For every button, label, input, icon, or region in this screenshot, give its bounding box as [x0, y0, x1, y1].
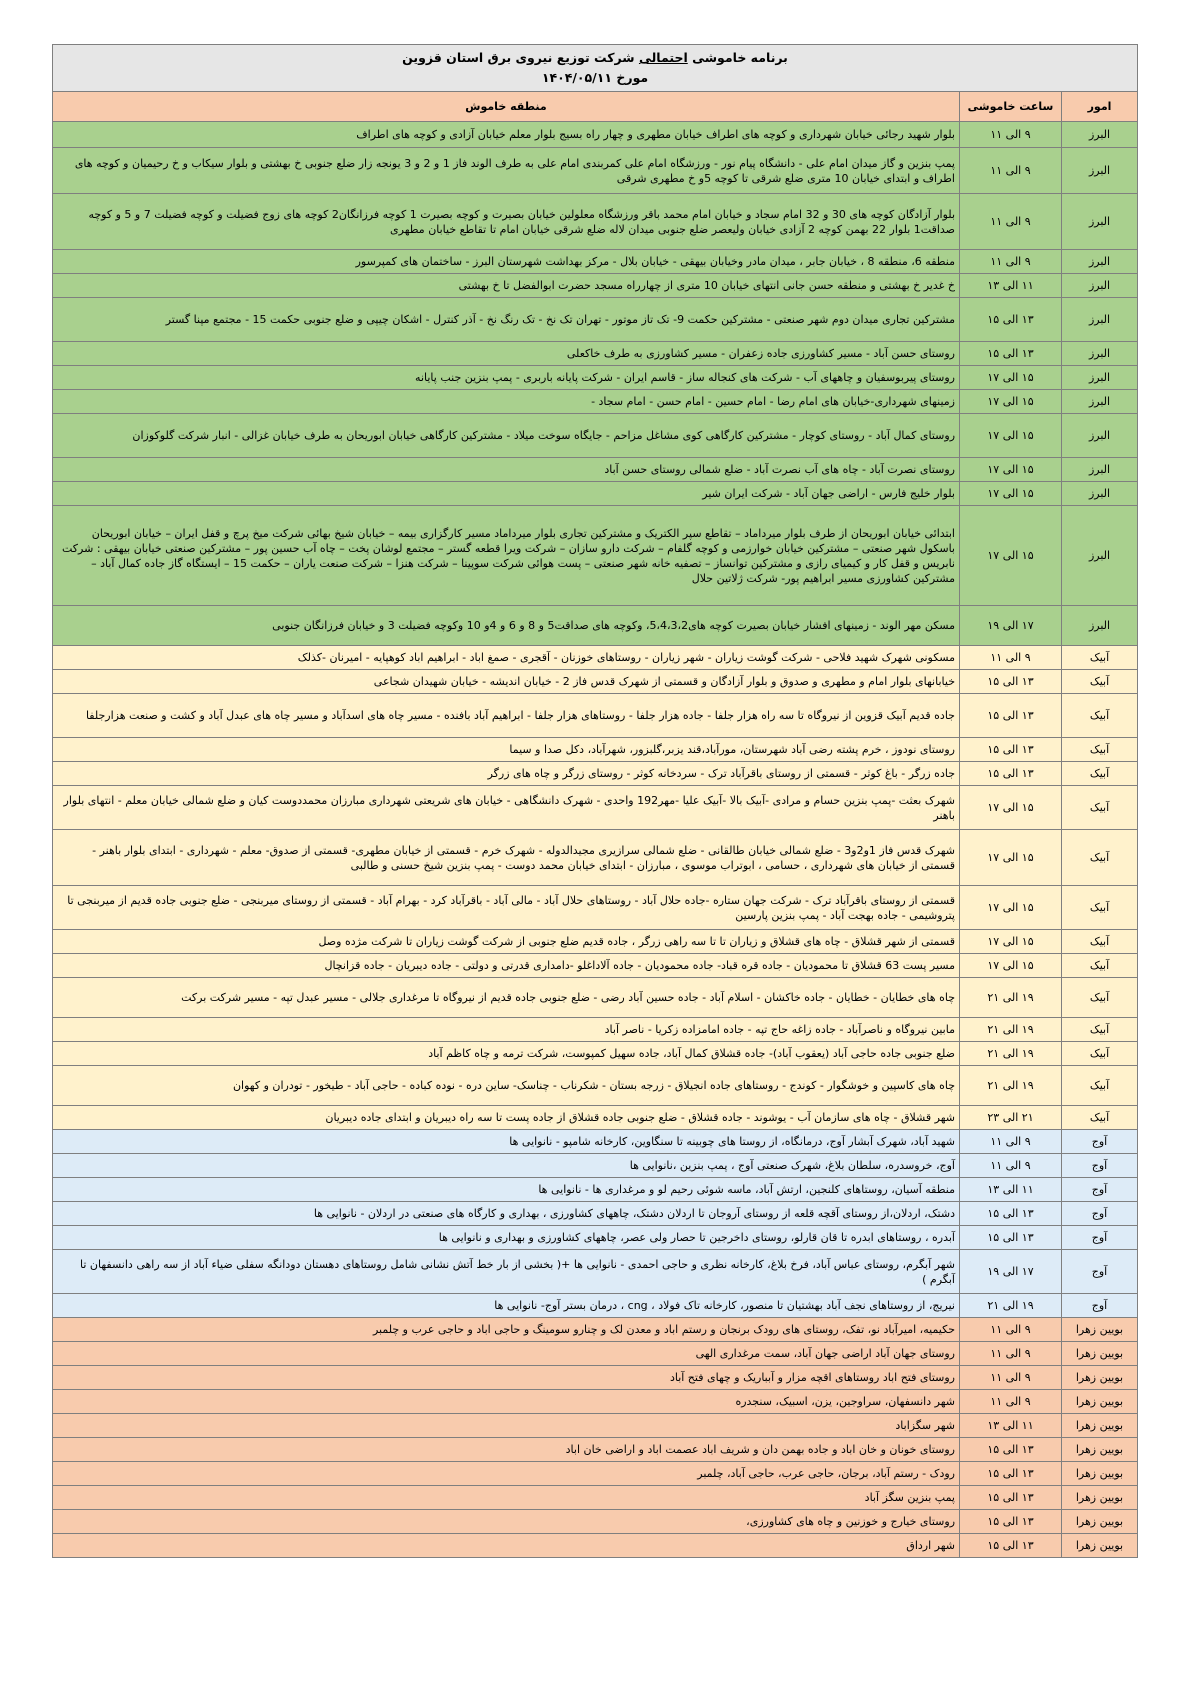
table-row	[53, 506, 1138, 606]
cell-time: ۱۳ الی ۱۵	[960, 1202, 1062, 1226]
cell-area: روستای خیارج و خوزنین و چاه های کشاورزی،	[53, 1510, 960, 1534]
table-body	[53, 122, 1138, 1558]
cell-umur: آبیک	[1062, 830, 1138, 886]
table-row	[53, 1414, 1138, 1438]
cell-area: چاه های خطایان - خطایان - جاده خاکشان - اسلام آباد - جاده حسین آباد رضی - ضلع جنوبی جاده قدیم از نیروگاه تا مرغداری جلالی - مسیر عبدل تپه - مسیر شرکت برکت	[53, 978, 960, 1018]
cell-time: ۱۳ الی ۱۵	[960, 1510, 1062, 1534]
cell-time: ۹ الی ۱۱	[960, 1318, 1062, 1342]
cell-time: ۹ الی ۱۱	[960, 1342, 1062, 1366]
header-area: منطقه خاموش	[53, 92, 960, 122]
cell-area: جاده زرگر - باغ کوثر - قسمتی از روستای باقرآباد ترک - سردخانه کوثر - روستای زرگر و چاه های زرگر	[53, 762, 960, 786]
cell-area: روستای جهان آباد اراضی جهان آباد، سمت مرغداری الهی	[53, 1342, 960, 1366]
table-row	[53, 1318, 1138, 1342]
table-row	[53, 786, 1138, 830]
cell-area: زمینهای شهرداری-خیابان های امام رضا - امام حسین - امام حسن - امام سجاد -	[53, 390, 960, 414]
cell-area: روستای پیربوسفیان و چاههای آب - شرکت های کنجاله ساز - قاسم ایران - شرکت پایانه باربری - پمپ بنزین جنب پایانه	[53, 366, 960, 390]
cell-time: ۹ الی ۱۱	[960, 148, 1062, 194]
cell-time: ۱۹ الی ۲۱	[960, 1066, 1062, 1106]
cell-area: منطقه آسیان، روستاهای کلنجین، ارتش آباد، ماسه شوئی رحیم لو و مرغداری ها - نانوایی ها	[53, 1178, 960, 1202]
cell-time: ۱۷ الی ۱۹	[960, 1250, 1062, 1294]
table-row	[53, 646, 1138, 670]
table-row	[53, 670, 1138, 694]
table-row	[53, 830, 1138, 886]
table-row	[53, 1250, 1138, 1294]
table-row	[53, 274, 1138, 298]
cell-area: بلوار خلیج فارس - اراضی جهان آباد - شرکت ایران شیر	[53, 482, 960, 506]
table-row	[53, 1438, 1138, 1462]
cell-time: ۱۱ الی ۱۳	[960, 274, 1062, 298]
table-row	[53, 1486, 1138, 1510]
table-row	[53, 1366, 1138, 1390]
cell-time: ۱۵ الی ۱۷	[960, 506, 1062, 606]
cell-area: روستای کمال آباد - روستای کوچار - مشترکین کارگاهی کوی مشاغل مزاحم - جایگاه سوخت میلاد - مشترکین کارگاهی خیابان ابوریحان به طرف خیابان غزالی - انبار شرکت گلوکوزان	[53, 414, 960, 458]
cell-area: شهرک بعثت -پمپ بنزین حسام و مرادی -آبیک بالا -آبیک علیا -مهر192 واحدی - شهرک دانشگاهی - خیابان های شریعتی شهرداری مبارزان محمددوست کیان و ضلع شمالی خیابان معلم - انتهای بلوار باهنر	[53, 786, 960, 830]
cell-umur: آبیک	[1062, 954, 1138, 978]
cell-time: ۹ الی ۱۱	[960, 122, 1062, 148]
cell-umur: بویین زهرا	[1062, 1462, 1138, 1486]
cell-umur: آوج	[1062, 1154, 1138, 1178]
cell-umur: البرز	[1062, 458, 1138, 482]
cell-umur: آوج	[1062, 1130, 1138, 1154]
table-row	[53, 1462, 1138, 1486]
table-row	[53, 1066, 1138, 1106]
table-row	[53, 1154, 1138, 1178]
document-title	[53, 45, 1138, 92]
cell-time: ۱۳ الی ۱۵	[960, 1534, 1062, 1558]
cell-time: ۱۳ الی ۱۵	[960, 738, 1062, 762]
cell-area: بلوار شهید رجائی خیابان شهرداری و کوچه های اطراف خیابان مطهری و چهار راه بسیج بلوار معلم خیابان آزادی و کوچه های اطراف	[53, 122, 960, 148]
cell-time: ۱۳ الی ۱۵	[960, 1486, 1062, 1510]
cell-umur: آوج	[1062, 1250, 1138, 1294]
cell-time: ۱۷ الی ۱۹	[960, 606, 1062, 646]
cell-area: مابین نیروگاه و ناصرآباد - جاده زاغه حاج تپه - جاده امامزاده زکریا - ناصر آباد	[53, 1018, 960, 1042]
header-row	[53, 92, 1138, 122]
cell-area: مشترکین تجاری میدان دوم شهر صنعتی - مشترکین حکمت 9- تک تاز موتور - تهران تک نخ - تک رنگ نخ - آذر کنترل - اشکان چیپی و ضلع جنوبی حکمت 15 - مجتمع مپنا گستر	[53, 298, 960, 342]
cell-area: شهر دانسفهان، سراوجین، یزن، اسبیک، سنجدره	[53, 1390, 960, 1414]
cell-time: ۱۵ الی ۱۷	[960, 458, 1062, 482]
cell-area: شهرک قدس فاز 1و2و3 - ضلع شمالی خیابان طالقانی - ضلع شمالی سرازیری مجیدالدوله - شهرک خرم - قسمتی از خیابان مطهری- قسمتی از صدوق- معلم - شهرداری - ابتدای بلوار باهنر - قسمتی از خیابان های شهرداری ، حسامی ، ابوتراب موسوی ، مبارزان - ابتدای خیابان محمد دوست - پمپ بنزین شیخ حسنی و طالبی	[53, 830, 960, 886]
cell-area: چاه های کاسپین و خوشگوار - کوندج - روستاهای جاده انجیلاق - زرجه بستان - شکرناب - چناسک- ساین دره - نوده کباده - حاجی آباد - طیخور - تودران و کهوان	[53, 1066, 960, 1106]
cell-area: روستای فتح اباد روستاهای اقچه مزار و آبباریک و چهای فتح آباد	[53, 1366, 960, 1390]
table-row	[53, 194, 1138, 250]
cell-area: روستای حسن آباد - مسیر کشاورزی جاده زعفران - مسیر کشاورزی به طرف خاکعلی	[53, 342, 960, 366]
table-row	[53, 250, 1138, 274]
cell-time: ۹ الی ۱۱	[960, 1366, 1062, 1390]
title-pre: برنامه خاموشی	[692, 50, 788, 65]
cell-area: ضلع جنوبی جاده حاجی آباد (یعقوب آباد)- جاده قشلاق کمال آباد، جاده سهیل کمپوست، شرکت ترمه و چاه کاظم آباد	[53, 1042, 960, 1066]
title-post: شرکت توزیع نیروی برق استان قزوین	[402, 50, 635, 65]
table-row	[53, 1342, 1138, 1366]
cell-umur: البرز	[1062, 414, 1138, 458]
cell-time: ۱۵ الی ۱۷	[960, 830, 1062, 886]
table-row	[53, 1510, 1138, 1534]
cell-time: ۱۳ الی ۱۵	[960, 694, 1062, 738]
cell-time: ۱۵ الی ۱۷	[960, 390, 1062, 414]
cell-area: رودک - رستم آباد، برجان، حاجی عرب، حاجی آباد، چلمبر	[53, 1462, 960, 1486]
table-row	[53, 1226, 1138, 1250]
table-row	[53, 122, 1138, 148]
date-label: مورخ	[616, 70, 649, 85]
cell-umur: بویین زهرا	[1062, 1342, 1138, 1366]
cell-umur: بویین زهرا	[1062, 1414, 1138, 1438]
table-row	[53, 342, 1138, 366]
table-row	[53, 298, 1138, 342]
table-row	[53, 390, 1138, 414]
table-row	[53, 1178, 1138, 1202]
cell-time: ۹ الی ۱۱	[960, 1154, 1062, 1178]
cell-umur: آبیک	[1062, 1042, 1138, 1066]
header-umur: امور	[1062, 92, 1138, 122]
header-time: ساعت خاموشی	[960, 92, 1062, 122]
cell-time: ۱۳ الی ۱۵	[960, 1462, 1062, 1486]
cell-area: پمپ بنزین و گاز میدان امام علی - دانشگاه پیام نور - ورزشگاه امام علی کمربندی امام علی به طرف الوند فاز 1 و 2 و 3 یونجه زار ضلع جنوبی خ بهشتی و بلوار سیکاب و خ رحیمیان و کوچه های اطراف و ابتدای خیابان 10 متری ضلع شرقی تا کوچه 5و خ مطهری شرقی	[53, 148, 960, 194]
cell-umur: البرز	[1062, 390, 1138, 414]
cell-umur: آبیک	[1062, 670, 1138, 694]
table-row	[53, 482, 1138, 506]
table-row	[53, 606, 1138, 646]
cell-umur: آبیک	[1062, 646, 1138, 670]
table-row	[53, 366, 1138, 390]
cell-time: ۱۵ الی ۱۷	[960, 930, 1062, 954]
cell-time: ۱۱ الی ۱۳	[960, 1178, 1062, 1202]
cell-umur: البرز	[1062, 148, 1138, 194]
outage-table	[52, 44, 1138, 1558]
cell-umur: البرز	[1062, 250, 1138, 274]
cell-area: بلوار آزادگان کوچه های 30 و 32 امام سجاد و خیابان امام محمد باقر ورزشگاه معلولین خیابان بصیرت و کوچه بصیرت 1 کوچه فرزانگان2 کوچه های زوج فضیلت و کوچه فضیلت 7 و 5 و کوچه صداقت1 بلوار 22 بهمن کوچه 2 آزادی خیابان ولیعصر ضلع جنوبی میدان لاله ضلع شرقی خیابان امام تا تقاطع خیابان مطهری	[53, 194, 960, 250]
table-row	[53, 1042, 1138, 1066]
cell-time: ۹ الی ۱۱	[960, 250, 1062, 274]
cell-time: ۱۳ الی ۱۵	[960, 1226, 1062, 1250]
cell-time: ۹ الی ۱۱	[960, 646, 1062, 670]
cell-area: روستای نودوز ، خرم پشته رضی آباد شهرستان، مورآباد،قند یزبر،گلبزور، شهرآباد، دکل صدا و سیما	[53, 738, 960, 762]
table-row	[53, 148, 1138, 194]
cell-area: نیریج، از روستاهای نجف آباد بهشتیان تا منصور، کارخانه تاک فولاد ، cng ، درمان بستر آوج- نانوایی ها	[53, 1294, 960, 1318]
table-row	[53, 738, 1138, 762]
document-date: ۱۴۰۴/۰۵/۱۱	[541, 70, 613, 85]
cell-area: مسکن مهر الوند - زمینهای افشار خیابان بصیرت کوچه های5،4،3،2، وکوچه های صداقت5 و 8 و 6 و 4و 10 وکوچه فضیلت 3 و خیابان فرزانگان جنوبی	[53, 606, 960, 646]
cell-area: پمپ بنزین سگز آباد	[53, 1486, 960, 1510]
cell-umur: آوج	[1062, 1202, 1138, 1226]
cell-umur: آبیک	[1062, 1066, 1138, 1106]
cell-umur: البرز	[1062, 482, 1138, 506]
cell-umur: البرز	[1062, 506, 1138, 606]
cell-area: ابتدائی خیابان ابوریحان از طرف بلوار میرداماد – تقاطع سپر الکتریک و مشترکین تجاری بلوار میرداماد مسیر کارگزاری بیمه – خیابان شیخ بهائی شرکت میخ پرچ و قفل ایران – خیابان ابوریحان باسکول شهر صنعتی – مشترکین خیابان خوارزمی و کوچه گلفام – شرکت دارو سازان – شرکت ویرا قطعه گستر – مجتمع لوشان پخت – چاه آب حسین پور – مشترکین صنعتی خیابان بیهقی : شرکت نابریس و قفل کار و کیمیای رازی و مشترکین توانساز – تصفیه خانه شهر صنعتی – پست هوائی شرکت سوپینا – شرکت هنزا – شرکت صنعت یاران – حکمت 15 – ایستگاه گاز جاده کمال آباد – مشترکین کشاورزی مسیر ابراهیم پور- شرکت ژلاتین حلال	[53, 506, 960, 606]
cell-umur: آوج	[1062, 1294, 1138, 1318]
cell-umur: آبیک	[1062, 886, 1138, 930]
cell-area: شهر آبگرم، روستای عباس آباد، فرخ بلاغ، کارخانه نظری و حاجی احمدی - نانوایی ها +( بخشی از بار خط آتش نشانی شامل روستاهای دهستان دودانگه سفلی ضیاء آباد از سه راهی دانسفهان تا آبگرم )	[53, 1250, 960, 1294]
cell-time: ۱۵ الی ۱۷	[960, 366, 1062, 390]
cell-umur: آبیک	[1062, 978, 1138, 1018]
table-row	[53, 762, 1138, 786]
cell-area: شهر ارداق	[53, 1534, 960, 1558]
table-row	[53, 954, 1138, 978]
cell-umur: البرز	[1062, 122, 1138, 148]
cell-umur: بویین زهرا	[1062, 1534, 1138, 1558]
table-row	[53, 1130, 1138, 1154]
cell-time: ۱۵ الی ۱۷	[960, 482, 1062, 506]
cell-area: آوج، خروسدره، سلطان بلاغ، شهرک صنعتی آوج ، پمپ بنزین ،نانوایی ها	[53, 1154, 960, 1178]
title-row	[53, 45, 1138, 92]
cell-umur: آبیک	[1062, 786, 1138, 830]
cell-area: منطقه 6، منطقه 8 ، خیابان جابر ، میدان مادر وخیابان بیهقی - خیابان بلال - مرکز بهداشت شهرستان البرز - ساختمان های کمپرسور	[53, 250, 960, 274]
table-row	[53, 1390, 1138, 1414]
cell-umur: آبیک	[1062, 762, 1138, 786]
table-row	[53, 1202, 1138, 1226]
cell-umur: بویین زهرا	[1062, 1510, 1138, 1534]
cell-umur: آوج	[1062, 1226, 1138, 1250]
cell-umur: البرز	[1062, 298, 1138, 342]
table-row	[53, 930, 1138, 954]
cell-time: ۱۵ الی ۱۷	[960, 786, 1062, 830]
cell-umur: بویین زهرا	[1062, 1318, 1138, 1342]
table-row	[53, 458, 1138, 482]
cell-time: ۱۵ الی ۱۷	[960, 954, 1062, 978]
cell-time: ۹ الی ۱۱	[960, 1130, 1062, 1154]
cell-area: دشتک، اردلان،از روستای آقچه قلعه از روستای آروجان تا اردلان دشتک، چاههای کشاورزی ، بهداری و کارگاه های صنعتی در اردلان - نانوایی ها	[53, 1202, 960, 1226]
table-row	[53, 414, 1138, 458]
cell-umur: البرز	[1062, 606, 1138, 646]
table-row	[53, 1018, 1138, 1042]
cell-umur: البرز	[1062, 274, 1138, 298]
cell-time: ۱۳ الی ۱۵	[960, 670, 1062, 694]
cell-time: ۱۹ الی ۲۱	[960, 1042, 1062, 1066]
cell-umur: آبیک	[1062, 930, 1138, 954]
table-row	[53, 1534, 1138, 1558]
cell-time: ۲۱ الی ۲۳	[960, 1106, 1062, 1130]
cell-time: ۱۹ الی ۲۱	[960, 978, 1062, 1018]
cell-time: ۱۳ الی ۱۵	[960, 1438, 1062, 1462]
cell-time: ۱۳ الی ۱۵	[960, 298, 1062, 342]
cell-umur: بویین زهرا	[1062, 1366, 1138, 1390]
cell-time: ۱۵ الی ۱۷	[960, 414, 1062, 458]
cell-area: روستای نصرت آباد - چاه های آب نصرت آباد - ضلع شمالی روستای حسن آباد	[53, 458, 960, 482]
cell-time: ۱۹ الی ۲۱	[960, 1294, 1062, 1318]
cell-time: ۱۳ الی ۱۵	[960, 342, 1062, 366]
cell-area: مسیر پست 63 قشلاق تا محمودیان - جاده قره قباد- جاده محمودیان - جاده آلاداغلو -دامداری قدرتی و دولتی - جاده دیبریان - جاده قزانچال	[53, 954, 960, 978]
cell-umur: آوج	[1062, 1178, 1138, 1202]
table-row	[53, 694, 1138, 738]
cell-umur: آبیک	[1062, 1106, 1138, 1130]
cell-time: ۱۹ الی ۲۱	[960, 1018, 1062, 1042]
cell-area: شهید آباد، شهرک آبشار آوج، درمانگاه، از روستا های چوبینه تا سنگاوین، کارخانه شامپو - نانوایی ها	[53, 1130, 960, 1154]
cell-umur: آبیک	[1062, 694, 1138, 738]
cell-area: قسمتی از شهر قشلاق - چاه های قشلاق و زیاران تا تا سه راهی زرگر ، جاده قدیم ضلع جنوبی از شرکت گوشت زیاران تا شرکت مژده وصل	[53, 930, 960, 954]
cell-umur: بویین زهرا	[1062, 1486, 1138, 1510]
table-row	[53, 886, 1138, 930]
cell-time: ۹ الی ۱۱	[960, 1390, 1062, 1414]
cell-area: شهر سگزاباد	[53, 1414, 960, 1438]
cell-umur: آبیک	[1062, 738, 1138, 762]
cell-umur: آبیک	[1062, 1018, 1138, 1042]
cell-time: ۱۱ الی ۱۳	[960, 1414, 1062, 1438]
table-row	[53, 1106, 1138, 1130]
cell-area: روستای خونان و خان اباد و جاده بهمن دان و شریف اباد عصمت اباد و اراضی خان اباد	[53, 1438, 960, 1462]
table-row	[53, 1294, 1138, 1318]
cell-area: آبدره ، روستاهای ابدره تا قان قارلو، روستای داخرجین تا حصار ولی عصر، چاههای کشاورزی و بهداری و نانوایی ها	[53, 1226, 960, 1250]
cell-area: خ غدیر خ بهشتی و منطقه حسن جانی انتهای خیابان 10 متری از چهارراه مسجد حضرت ابوالفضل تا خ بهشتی	[53, 274, 960, 298]
cell-area: خیابانهای بلوار امام و مطهری و صدوق و بلوار آزادگان و قسمتی از شهرک قدس فاز 2 - خیابان اندیشه - خیابان شهیدان شجاعی	[53, 670, 960, 694]
cell-umur: البرز	[1062, 342, 1138, 366]
cell-time: ۱۵ الی ۱۷	[960, 886, 1062, 930]
cell-area: حکیمیه، امیرآباد نو، تفک، روستای های رودک برنجان و رستم اباد و معدن لک و چنارو سومینگ و حاجی اباد و حاجی عرب و چلمبر	[53, 1318, 960, 1342]
cell-umur: البرز	[1062, 194, 1138, 250]
cell-umur: بویین زهرا	[1062, 1390, 1138, 1414]
outage-schedule	[52, 44, 1137, 1558]
cell-area: جاده قدیم آبیک قزوین از نیروگاه تا سه راه هزار جلفا - جاده هزار جلفا - روستاهای هزار جلفا - ابراهیم آباد بافنده - مسیر چاه های اسدآباد و مسیر چاه های عبدل آباد و کشت و صنعت هزارجلفا	[53, 694, 960, 738]
cell-time: ۹ الی ۱۱	[960, 194, 1062, 250]
cell-area: قسمتی از روستای باقرآباد ترک - شرکت جهان ستاره -جاده حلال آباد - روستاهای حلال آباد - مالی آباد - باقرآباد کرد - بهرام آباد - قسمتی از روستای میربنجی - ضلع جنوبی جاده قدیم از میربنجی تا پتروشیمی - جاده بهجت آباد - پمپ بنزین پارسین	[53, 886, 960, 930]
cell-time: ۱۳ الی ۱۵	[960, 762, 1062, 786]
title-underlined: احتمالی	[638, 50, 688, 65]
cell-area: شهر قشلاق - چاه های سازمان آب - یوشوند - جاده قشلاق - ضلع جنوبی جاده قشلاق از جاده پست تا سه راه دیبریان و ابتدای جاده دیبریان	[53, 1106, 960, 1130]
cell-umur: البرز	[1062, 366, 1138, 390]
cell-area: مسکونی شهرک شهید فلاحی - شرکت گوشت زیاران - شهر زیاران - روستاهای خوزنان - آقجری - صمغ اباد - ابراهیم اباد کوهپایه - امیرنان -کذلک	[53, 646, 960, 670]
cell-umur: بویین زهرا	[1062, 1438, 1138, 1462]
table-row	[53, 978, 1138, 1018]
